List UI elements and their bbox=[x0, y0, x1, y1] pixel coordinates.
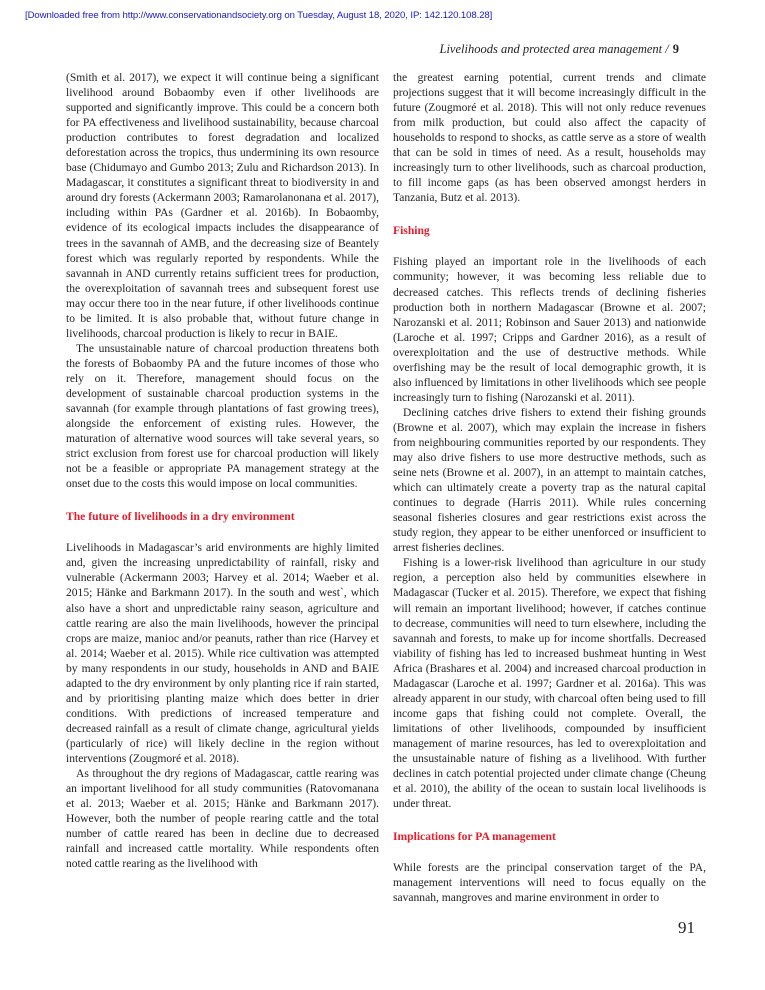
paragraph: Declining catches drive fishers to extend their fishing grounds (Browne et al. 2007), which may explain the increase in fishers from neighbouring communities reported by our respondents. They may also drive fishers to use more destructive methods, such as seine nets (Browne et al. 2007), in an attempt to maintain catches, which can ultimately create a poverty trap as the natural capital continues to degrade (Harris 2011). While rules concerning seasonal fisheries closures and gear restrictions exist across the study region, they appear to be either unenforced or insufficient to arrest fisheries declines. bbox=[393, 406, 706, 555]
paragraph: Fishing played an important role in the livelihoods of each community; however, it was becoming less reliable due to decreased catches. This reflects trends of declining fisheries production both in northern Madagascar (Browne et al. 2007; Narozanski et al. 2011; Robinson and Sauer 2013) and nationwide (Laroche et al. 1997; Cripps and Gardner 2016), as a result of overexploitation and the use of destructive methods. While overfishing may be the result of local demographic growth, it is also influenced by limitations in other livelihoods which see people increasingly turn to fishing (Narozanski et al. 2011). bbox=[393, 256, 706, 404]
paragraph: The unsustainable nature of charcoal production threatens both the forests of Bobaomby PA and the future incomes of those who rely on it. Therefore, management should focus on the development of sustainable charcoal production systems in the savannah (for example through plantations of fast growing trees), alongside the enforcement of existing rules. However, the maturation of alternative wood sources will take several years, so strict exclusion from forest use for charcoal production will likely not be a feasible or appropriate PA management strategy at the onset due to the costs this would impose on local communities. bbox=[66, 342, 379, 491]
folio-page-number: 91 bbox=[678, 918, 695, 937]
left-column bbox=[66, 71, 379, 872]
running-head bbox=[440, 42, 680, 57]
paragraph: Livelihoods in Madagascar’s arid environments are highly limited and, given the increasing unpredictability of rainfall, risky and vulnerable (Ackermann 2003; Harvey et al. 2014; Waeber et al. 2015; Hänke and Barkmann 2017). In the south and west`, which also have a short and unpredictable rainy season, agriculture and cattle rearing are also the main livelihoods, however the principal crops are maize, manioc and/or peanuts, rather than rice (Harvey et al. 2014; Waeber et al. 2015). While rice cultivation was attempted by many respondents in our study, households in AND and BAIE adapted to the dry environment by only planting rice if rain started, and by prioritising planting maize which does better in drier conditions. With predictions of increased temperature and decreased rainfall as a result of climate change, agricultural yields (particularly of rice) will likely decline in the region without interventions (Zougmoré et al. 2018). bbox=[66, 542, 379, 765]
running-head-page-number: 9 bbox=[672, 42, 679, 56]
paragraph: the greatest earning potential, current trends and climate projections suggest that it will become increasingly difficult in the future (Zougmoré et al. 2018). This will not only reduce revenues from milk production, but could also affect the capacity of households to respond to shocks, as cattle serve as a store of wealth that can be sold in times of need. As a result, households may increasingly turn to other livelihoods, such as charcoal production, to fill income gaps (as has been observed amongst herders in Tanzania, Butz et al. 2013). bbox=[393, 72, 706, 205]
download-banner: [Downloaded free from http://www.conservationandsociety.org on Tuesday, August 18, 2020, IP: 142.120.108.28] bbox=[25, 10, 493, 21]
section-heading-fishing: Fishing bbox=[393, 224, 430, 238]
right-column bbox=[393, 71, 706, 906]
section-heading-future-of-livelihoods: The future of livelihoods in a dry environment bbox=[66, 510, 295, 524]
paragraph: (Smith et al. 2017), we expect it will continue being a significant livelihood around Bobaomby even if other livelihoods are supported and significantly improve. This could be a concern both for PA effectiveness and livelihood sustainability, because charcoal production contributes to forest degradation and localized deforestation across the tropics, thus undermining its own resource base (Chidumayo and Gumbo 2013; Zulu and Richardson 2013). In Madagascar, it constitutes a significant threat to biodiversity in and around dry forests (Ackermann 2003; Ramarolanonana et al. 2017), including within PAs (Gardner et al. 2016b). In Bobaomby, evidence of its ecological impacts includes the disappearance of trees in the savannah of AMB, and the decreasing size of Beantely forest which was regularly reported by respondents. While the savannah in AND currently retains sufficient trees for production, the overexploitation of savannah trees and subsequent forest use may occur there too in the near future, if other livelihoods continue to be limited. It is also probable that, without future change in livelihoods, charcoal production is likely to recur in BAIE. bbox=[66, 72, 379, 340]
running-head-title: Livelihoods and protected area management / bbox=[439, 42, 669, 56]
paragraph: As throughout the dry regions of Madagascar, cattle rearing was an important livelihood for all study communities (Ratovomanana et al. 2013; Waeber et al. 2015; Hänke and Barkmann 2017). However, both the number of people rearing cattle and the total number of cattle reared has been in decline due to decreased rainfall and increased cattle mortality. While respondents often noted cattle rearing as the livelihood with bbox=[66, 768, 379, 871]
paragraph: Fishing is a lower-risk livelihood than agriculture in our study region, a perception also held by communities elsewhere in Madagascar (Tucker et al. 2015). Therefore, we expect that fishing will remain an important livelihood; however, if catches continue to decrease, communities will need to turn elsewhere, including the savannah and forests, to make up for income shortfalls. Decreased viability of fishing has led to increased bushmeat hunting in West Africa (Brashares et al. 2004) and increased charcoal production in Madagascar (Laroche et al. 1997; Gardner et al. 2016a). This was already apparent in our study, with charcoal often being used to fill income gaps that fishing could not complete. Overall, the limitations of other livelihoods, compounded by insufficient management of marine resources, has led to overexploitation and the unsustainable nature of fishing as a livelihood. With further declines in catch potential projected under climate change (Cheung et al. 2010), the ability of the ocean to sustain local livelihoods is under threat. bbox=[393, 557, 706, 811]
paragraph: While forests are the principal conservation target of the PA, management interventions will need to focus equally on the savannah, mangroves and marine environment in order to bbox=[393, 862, 706, 905]
section-heading-implications: Implications for PA management bbox=[393, 830, 556, 844]
